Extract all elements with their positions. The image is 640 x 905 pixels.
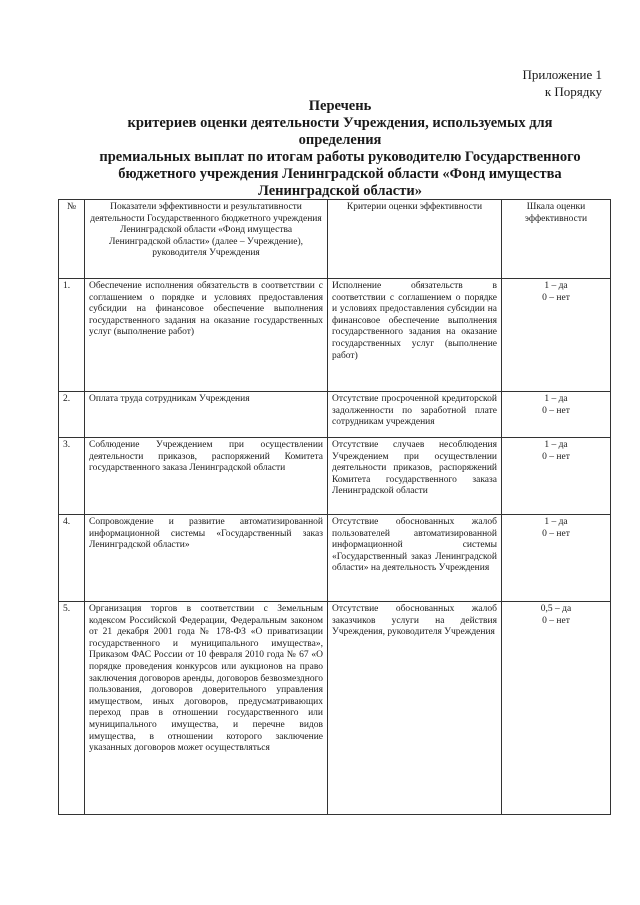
row-score xyxy=(502,515,611,602)
row-criteria: Исполнение обязательств в соответствии с соглашением о порядке и условиях предоставления субсидии на финансовое обеспечение выполнения государственного задания на оказание государственных услуг (выполнение работ) xyxy=(328,279,502,392)
title-line-5: Ленинградской области» xyxy=(258,183,422,199)
table-row xyxy=(59,392,611,438)
row-indicator: Оплата труда сотрудникам Учреждения xyxy=(85,392,328,438)
table-row xyxy=(59,279,611,392)
row-num: 3. xyxy=(59,438,85,515)
score-yes: 1 – да xyxy=(544,394,568,404)
document-title xyxy=(90,98,590,200)
row-criteria: Отсутствие случаев несоблюдения Учреждением при осуществлении деятельности приказов, распоряжений Комитета государственного заказа Ленинградской области xyxy=(328,438,502,515)
appendix-line-2: к Порядку xyxy=(544,84,602,99)
row-score xyxy=(502,392,611,438)
row-criteria: Отсутствие просроченной кредиторской задолженности по заработной плате сотрудникам учреждения xyxy=(328,392,502,438)
score-yes: 1 – да xyxy=(544,440,568,450)
row-indicator: Организация торгов в соответствии с Земельным кодексом Российской Федерации, Федеральным законом от 21 декабря 2001 года № 178-ФЗ «О приватизации государственного и муниципального имущества», Приказом ФАС России от 10 февраля 2010 года № 67 «О порядке проведения конкурсов или аукционов на право заключения договоров аренды, договоров безвозмездного пользования, договоров доверительного управления имуществом, иных договоров, предусматривающих переход прав в отношении государственного или муниципального имущества, и перечне видов имущества, в отношении которого заключение указанных договоров может осуществляться xyxy=(85,602,328,815)
row-criteria: Отсутствие обоснованных жалоб пользователей автоматизированной информационной системы «Государственный заказ Ленинградской области» на деятельность Учреждения xyxy=(328,515,502,602)
row-criteria: Отсутствие обоснованных жалоб заказчиков услуги на действия Учреждения, руководителя Учреждения xyxy=(328,602,502,815)
header-criteria: Критерии оценки эффективности xyxy=(328,200,502,279)
row-indicator: Сопровождение и развитие автоматизированной информационной системы «Государственный заказ Ленинградской области» xyxy=(85,515,328,602)
score-no: 0 – нет xyxy=(542,405,570,416)
row-num: 5. xyxy=(59,602,85,815)
table-row xyxy=(59,602,611,815)
row-num: 1. xyxy=(59,279,85,392)
title-line-3: премиальных выплат по итогам работы руководителю Государственного xyxy=(99,149,581,165)
header-indicators: Показатели эффективности и результативности деятельности Государственного бюджетного учреждения Ленинградской области «Фонд имущества Ленинградской области» (далее – Учреждение), руководителя Учреждения xyxy=(85,200,328,279)
header-scale: Шкала оценки эффективности xyxy=(502,200,611,279)
table-row xyxy=(59,438,611,515)
score-yes: 1 – да xyxy=(544,281,568,291)
score-yes: 0,5 – да xyxy=(540,604,572,614)
appendix-line-1: Приложение 1 xyxy=(522,67,602,82)
table-row xyxy=(59,515,611,602)
row-num: 2. xyxy=(59,392,85,438)
criteria-table xyxy=(58,199,611,815)
score-no: 0 – нет xyxy=(542,451,570,462)
title-line-2: критериев оценки деятельности Учреждения, используемых для определения xyxy=(127,115,553,148)
row-score xyxy=(502,438,611,515)
table-header-row xyxy=(59,200,611,279)
score-yes: 1 – да xyxy=(544,517,568,527)
row-indicator: Обеспечение исполнения обязательств в соответствии с соглашением о порядке и условиях предоставления субсидии на финансовое обеспечение выполнения государственного задания на оказание государственных услуг (выполнение работ) xyxy=(85,279,328,392)
row-num: 4. xyxy=(59,515,85,602)
title-line-1: Перечень xyxy=(308,98,372,114)
row-indicator: Соблюдение Учреждением при осуществлении деятельности приказов, распоряжений Комитета государственного заказа Ленинградской области xyxy=(85,438,328,515)
row-score xyxy=(502,279,611,392)
score-no: 0 – нет xyxy=(542,615,570,626)
header-num: № xyxy=(59,200,85,279)
score-no: 0 – нет xyxy=(542,292,570,303)
title-line-4: бюджетного учреждения Ленинградской области «Фонд имущества xyxy=(118,166,562,182)
score-no: 0 – нет xyxy=(542,528,570,539)
row-score xyxy=(502,602,611,815)
appendix-label xyxy=(522,66,602,100)
